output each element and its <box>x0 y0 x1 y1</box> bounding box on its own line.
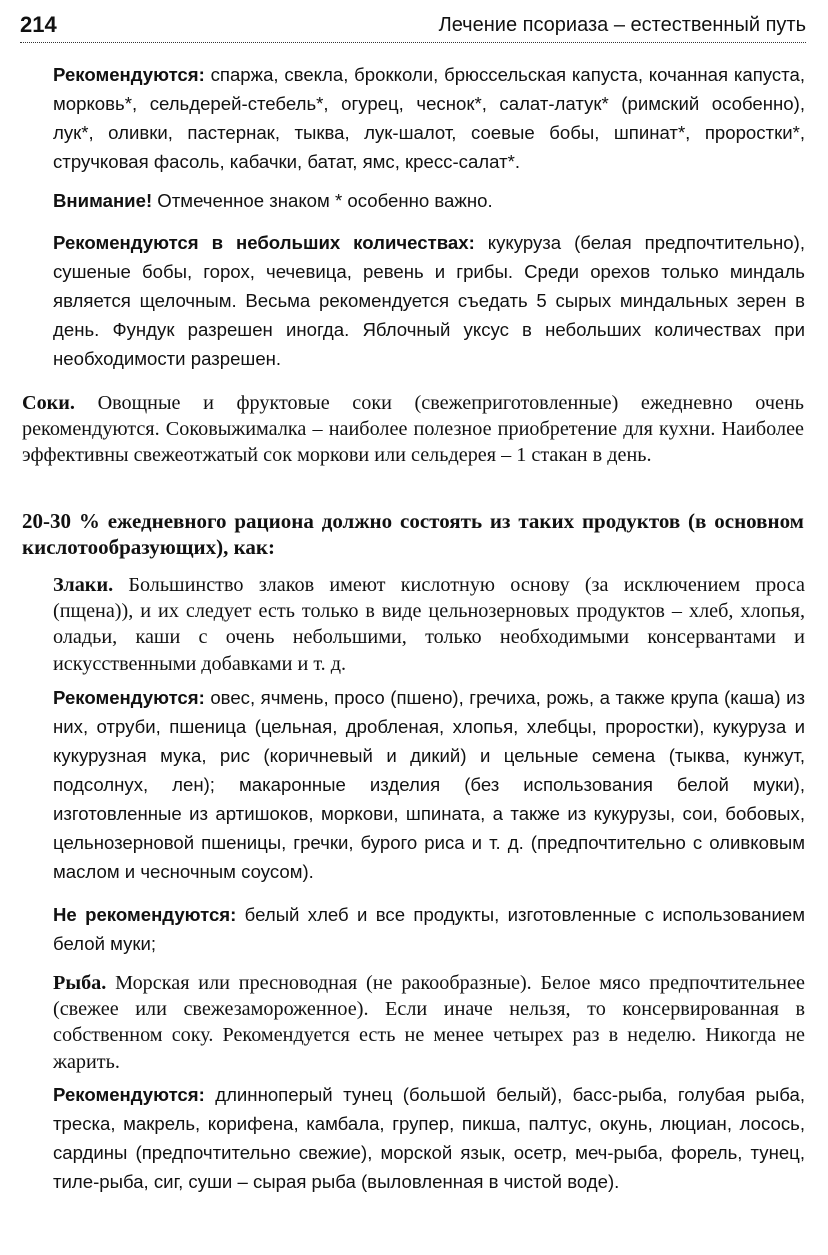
page-header <box>20 8 806 43</box>
grains-not-recommended-text: белый хлеб и все продукты, изготовленные с использованием белой муки; <box>53 904 805 954</box>
juices-text: Овощные и фруктовые соки (свежеприготовленные) ежедневно очень рекомендуются. Соковыжималка – наиболее полезное приобретение для кухни. Наиболее эффективны свежеотжатый сок моркови или сельдерея – 1 стакан в день. <box>22 392 804 467</box>
fish-recommended-text: длинноперый тунец (большой белый), басс-рыба, голубая рыба, треска, макрель, корифена, камбала, групер, пикша, палтус, окунь, люциан, лосось, сардины (предпочтительно свежие), морской язык, осетр, меч-рыба, форель, тунец, тиле-рыба, сиг, суши – сырая рыба (выловленная в чистой воде). <box>53 1084 805 1192</box>
vegetables-recommended-label: Рекомендуются: <box>53 64 205 85</box>
small-amounts-paragraph <box>53 228 805 373</box>
fish-paragraph <box>53 970 805 1075</box>
fish-text: Морская или пресноводная (не ракообразные). Белое мясо предпочтительнее (свежее или свежезамороженное). Если иначе нельзя, то консервированная в собственном соку. Рекомендуется есть не менее четырех раз в неделю. Никогда не жарить. <box>53 972 805 1073</box>
grains-recommended-paragraph <box>53 683 805 886</box>
attention-note <box>53 186 805 215</box>
fish-label: Рыба. <box>53 972 107 994</box>
grains-recommended-text: овес, ячмень, просо (пшено), гречиха, рожь, а также крупа (каша) из них, отруби, пшеница (цельная, дробленая, хлопья, хлебцы, проростки), кукуруза и кукурузная мука, рис (коричневый и дикий) и цельные семена (тыква, кунжут, подсолнух, лен); макаронные изделия (без использования белой муки), изготовленные из артишоков, моркови, шпината, а также из кукурузы, сои, бобовых, цельнозерновой пшеницы, гречки, бурого риса и т. д. (предпочтительно с оливковым маслом и чесночным соусом). <box>53 687 805 882</box>
section-heading: 20-30 % ежедневного рациона должно состоять из таких продуктов (в основном кислотообразующих), как: <box>22 509 804 559</box>
fish-recommended-paragraph <box>53 1080 805 1196</box>
grains-recommended-label: Рекомендуются: <box>53 687 205 708</box>
grains-label: Злаки. <box>53 574 114 596</box>
grains-text: Большинство злаков имеют кислотную основу (за исключением проса (пщена)), и их следует есть только в виде цельнозерновых продуктов – хлеб, хлопья, оладьи, каши с очень небольшими, только необходимыми консервантами и искусственными добавками и т. д. <box>53 574 805 675</box>
attention-text: Отмеченное знаком * особенно важно. <box>152 190 493 211</box>
juices-paragraph <box>22 390 804 469</box>
grains-not-recommended-paragraph <box>53 900 805 958</box>
fish-recommended-label: Рекомендуются: <box>53 1084 205 1105</box>
attention-label: Внимание! <box>53 190 153 211</box>
grains-not-recommended-label: Не рекомендуются: <box>53 904 237 925</box>
small-amounts-text: кукуруза (белая предпочтительно), сушеные бобы, горох, чечевица, ревень и грибы. Среди орехов только миндаль является щелочным. Весьма рекомендуется съедать 5 сырых миндальных зерен в день. Фундук разрешен иногда. Яблочный уксус в небольших количествах при необходимости разрешен. <box>53 232 805 369</box>
small-amounts-label: Рекомендуются в небольших количествах: <box>53 232 475 253</box>
page-number: 214 <box>20 12 57 37</box>
vegetables-recommended-text: спаржа, свекла, брокколи, брюссельская капуста, кочанная капуста, морковь*, сельдерей-стебель*, огурец, чеснок*, салат-латук* (римский особенно), лук*, оливки, пастернак, тыква, лук-шалот, соевые бобы, шпинат*, проростки*, стручковая фасоль, кабачки, батат, ямс, кресс-салат*. <box>53 64 805 172</box>
juices-label: Соки. <box>22 392 75 414</box>
running-title: Лечение псориаза – естественный путь <box>438 14 806 36</box>
grains-paragraph <box>53 572 805 677</box>
vegetables-recommended-paragraph <box>53 60 805 176</box>
